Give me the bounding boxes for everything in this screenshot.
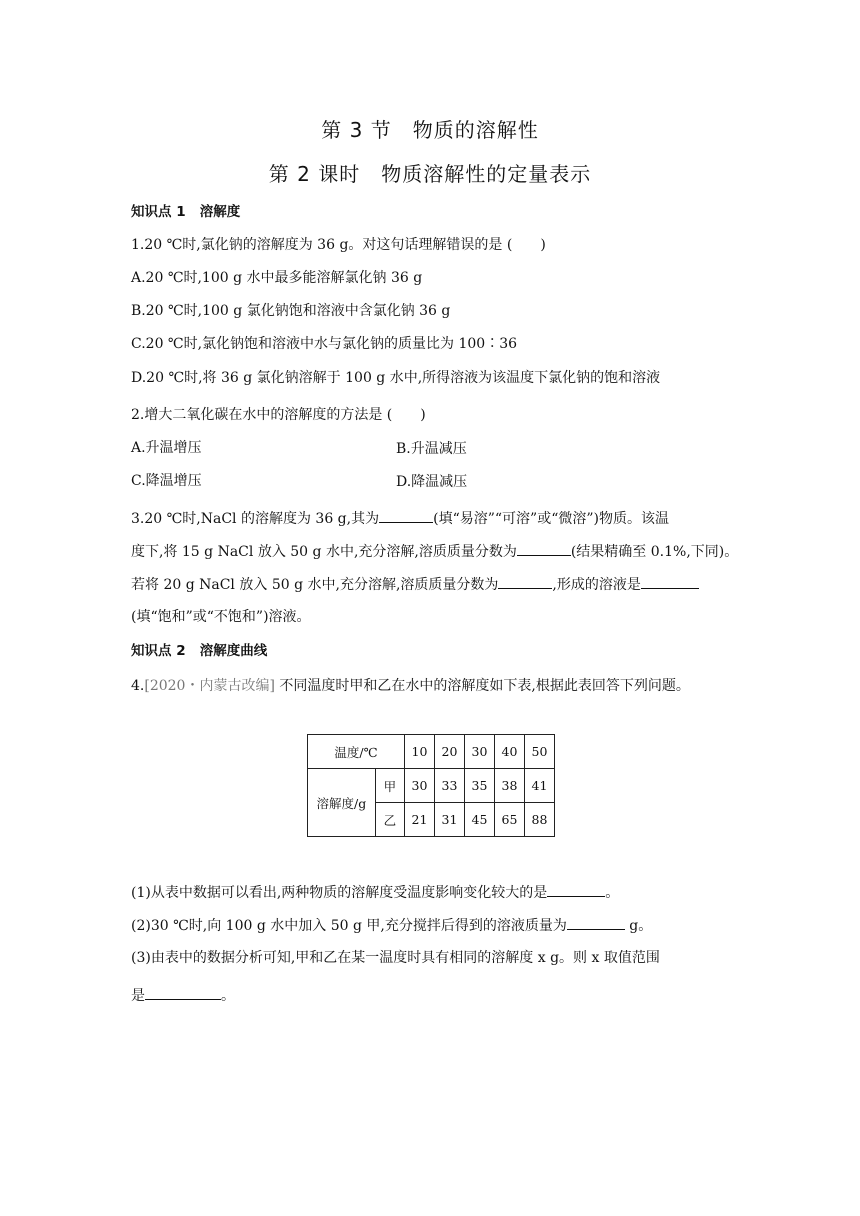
q4-text: g。 <box>624 918 653 934</box>
q4-text: (1)从表中数据可以看出,两种物质的溶解度受温度影响变化较大的是 <box>131 885 548 901</box>
q3-line-3 <box>131 574 699 595</box>
q4-number: 4. <box>131 678 145 694</box>
kp1-label: 知识点 1 <box>131 204 186 220</box>
table-cell: 45 <box>465 803 495 837</box>
q1-option-d: D.20 ℃时,将 36 g 氯化钠溶解于 100 g 水中,所得溶液为该温度下氯化钠的饱和溶液 <box>131 370 661 386</box>
table-cell: 31 <box>435 803 465 837</box>
table-cell: 41 <box>525 769 555 803</box>
row-label-yi: 乙 <box>375 803 404 837</box>
table-cell: 30 <box>405 769 435 803</box>
q3-text: 3.20 ℃时,NaCl 的溶解度为 36 g,其为 <box>131 511 380 527</box>
q4-text: 。 <box>221 988 235 1004</box>
q4-text: 。 <box>605 885 620 901</box>
table-row <box>308 735 555 769</box>
q2-stem: 2.增大二氧化碳在水中的溶解度的方法是 ( ) <box>131 407 426 423</box>
q1-option-c: C.20 ℃时,氯化钠饱和溶液中水与氯化钠的质量比为 100∶36 <box>131 336 518 352</box>
q2-option-d: D.降温减压 <box>396 474 468 490</box>
table-cell: 10 <box>405 735 435 769</box>
q3-text: (结果精确至 0.1%,下同)。 <box>570 544 739 560</box>
table-cell: 40 <box>495 735 525 769</box>
q3-text: (填“易溶”“可溶”或“微溶”)物质。该温 <box>433 511 669 527</box>
kp2-name: 溶解度曲线 <box>199 643 268 659</box>
answer-blank[interactable] <box>567 915 625 930</box>
q4-stem <box>131 676 690 696</box>
q3-text: 若将 20 g NaCl 放入 50 g 水中,充分溶解,溶质质量分数为 <box>131 577 499 593</box>
q4-source: [2020・内蒙古改编] <box>144 678 275 694</box>
knowledge-point-2 <box>131 641 267 661</box>
q2-option-a: A.升温增压 <box>131 440 202 456</box>
answer-blank[interactable] <box>498 574 552 589</box>
table-cell: 30 <box>465 735 495 769</box>
q2-option-c: C.降温增压 <box>131 473 202 489</box>
q3-line-4: (填“饱和”或“不饱和”)溶液。 <box>131 609 311 625</box>
temp-header: 温度/℃ <box>308 735 405 769</box>
q3-text: ,形成的溶液是 <box>552 577 641 593</box>
table-cell: 65 <box>495 803 525 837</box>
answer-blank[interactable] <box>379 508 433 523</box>
answer-blank[interactable] <box>547 882 605 897</box>
q4-text: 是 <box>131 988 145 1004</box>
q3-text: 度下,将 15 g NaCl 放入 50 g 水中,充分溶解,溶质质量分数为 <box>131 544 517 560</box>
solubility-header: 溶解度/g <box>308 769 376 837</box>
q4-text: (2)30 ℃时,向 100 g 水中加入 50 g 甲,充分搅拌后得到的溶液质量为 <box>131 918 567 934</box>
q4-part-2 <box>131 915 652 936</box>
solubility-table <box>307 734 555 837</box>
table-cell: 20 <box>435 735 465 769</box>
table-cell: 38 <box>495 769 525 803</box>
q2-option-b: B.升温减压 <box>396 441 467 457</box>
table-cell: 88 <box>525 803 555 837</box>
q4-text: 不同温度时甲和乙在水中的溶解度如下表,根据此表回答下列问题。 <box>279 678 690 694</box>
q3-line-2 <box>131 541 738 562</box>
q4-part-3-cont <box>131 985 235 1006</box>
q1-option-a: A.20 ℃时,100 g 水中最多能溶解氯化钠 36 g <box>131 270 423 286</box>
table-cell: 21 <box>405 803 435 837</box>
q4-part-3: (3)由表中的数据分析可知,甲和乙在某一温度时具有相同的溶解度 x g。则 x 取值范围 <box>131 950 660 966</box>
row-label-jia: 甲 <box>375 769 404 803</box>
answer-blank[interactable] <box>145 985 221 1000</box>
answer-blank[interactable] <box>641 574 699 589</box>
table-cell: 50 <box>525 735 555 769</box>
knowledge-point-1 <box>131 202 240 222</box>
lesson-title: 第 2 课时 物质溶解性的定量表示 <box>268 162 592 186</box>
section-title: 第 3 节 物质的溶解性 <box>321 118 539 142</box>
q3-line-1 <box>131 508 669 529</box>
q4-part-1 <box>131 882 619 903</box>
table-cell: 35 <box>465 769 495 803</box>
q1-stem: 1.20 ℃时,氯化钠的溶解度为 36 g。对这句话理解错误的是 ( ) <box>131 237 546 253</box>
kp2-label: 知识点 2 <box>131 643 186 659</box>
kp1-name: 溶解度 <box>199 204 241 220</box>
table-row <box>308 769 555 803</box>
table-cell: 33 <box>435 769 465 803</box>
answer-blank[interactable] <box>517 541 571 556</box>
q1-option-b: B.20 ℃时,100 g 氯化钠饱和溶液中含氯化钠 36 g <box>131 303 451 319</box>
